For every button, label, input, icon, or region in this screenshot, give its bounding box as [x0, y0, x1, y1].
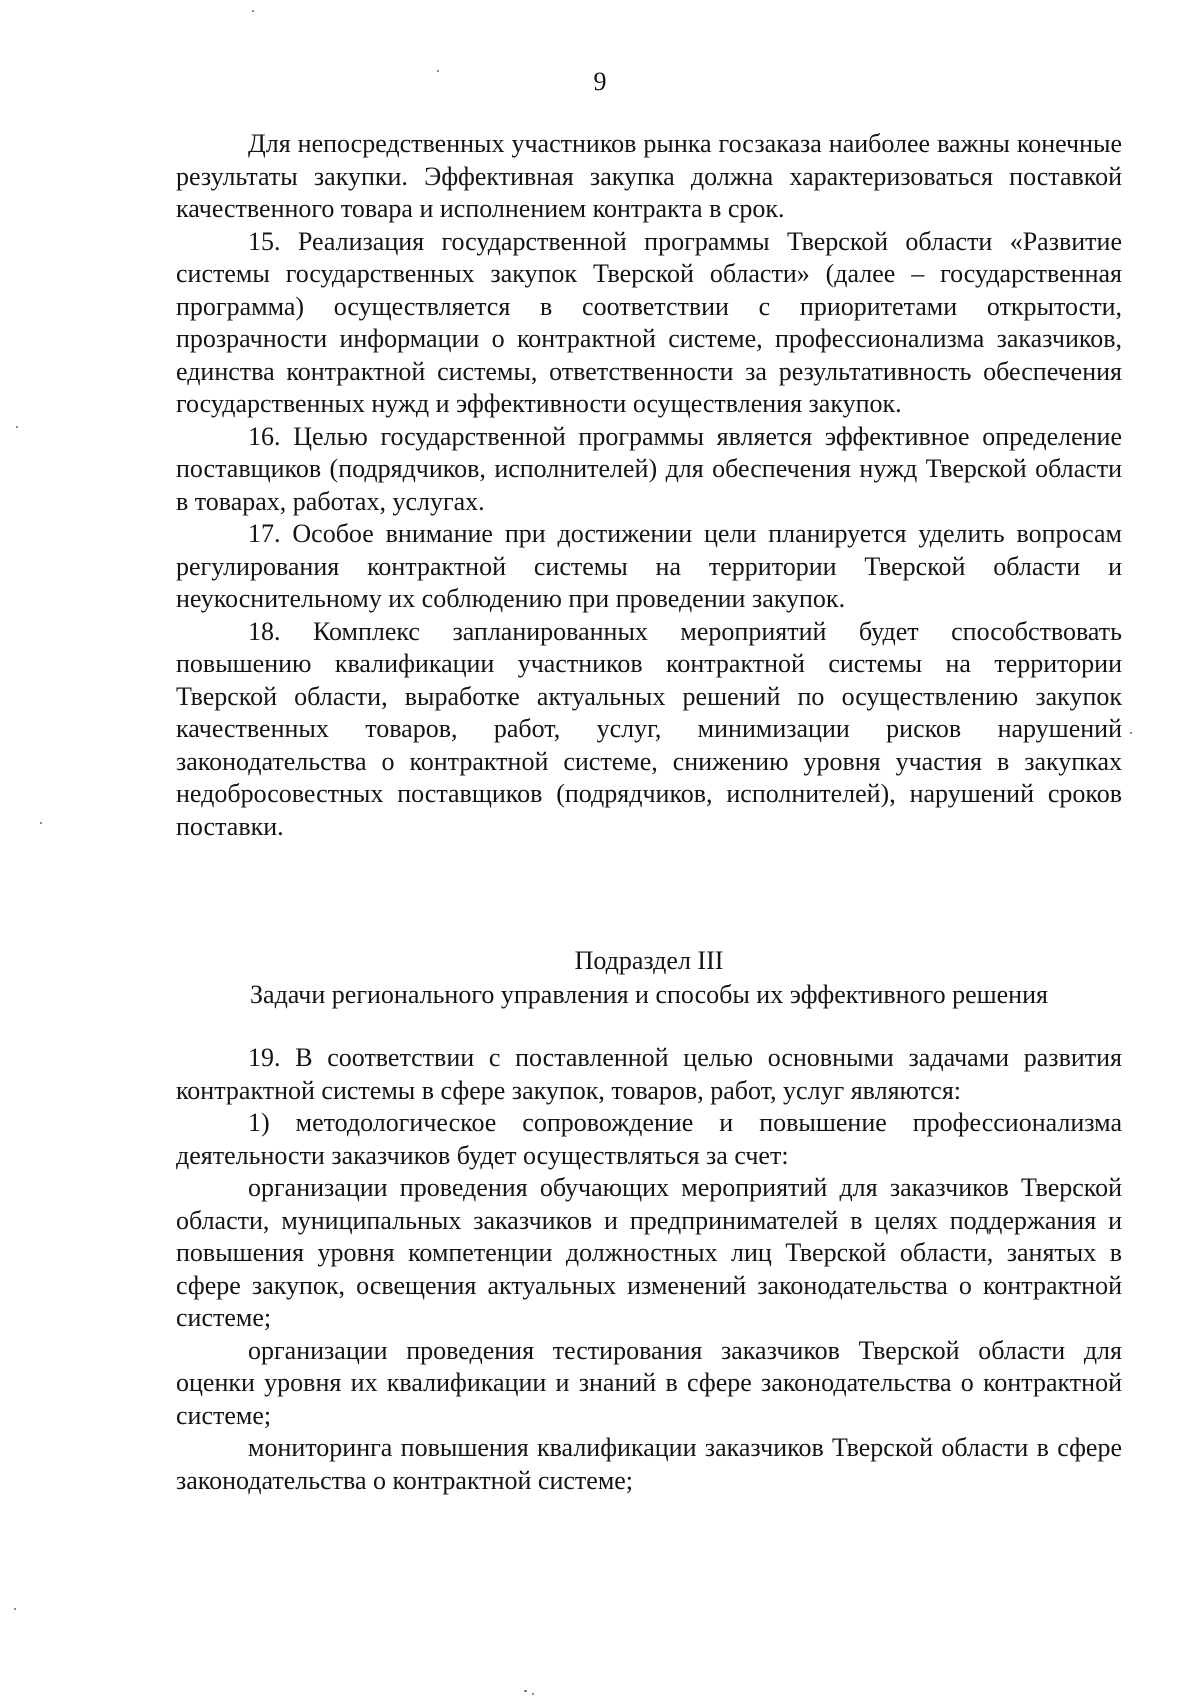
body-text-before-section — [176, 128, 1122, 843]
section-title: Подраздел III — [574, 946, 724, 975]
scan-speck — [1130, 732, 1132, 734]
scan-speck — [252, 10, 254, 12]
paragraph-training-events: организации проведения обучающих мероприятий для заказчиков Тверской области, муниципальных заказчиков и предпринимателей в целях поддержания и повышения уровня компетенции должностных лиц Тверской области, занятых в сфере закупок, освещения актуальных изменений законодательства о контрактной системе; — [176, 1173, 1122, 1332]
paragraph-monitoring: мониторинга повышения квалификации заказчиков Тверской области в сфере законодательства о контрактной системе; — [176, 1433, 1122, 1495]
paragraph-17: 17. Особое внимание при достижении цели планируется уделить вопросам регулирования контрактной системы на территории Тверской области и неукоснительному их соблюдению при проведении закупок. — [176, 519, 1122, 613]
paragraph-testing: организации проведения тестирования заказчиков Тверской области для оценки уровня их квалификации и знаний в сфере законодательства о контрактной системе; — [176, 1335, 1122, 1430]
section-subtitle: Задачи регионального управления и способы их эффективного решения — [250, 980, 1048, 1009]
section-heading — [176, 944, 1122, 1012]
scan-speck — [524, 1690, 527, 1692]
page-number: 9 — [593, 67, 607, 96]
body-text-after-section — [176, 1042, 1122, 1497]
scan-speck — [16, 426, 18, 428]
paragraph-18: 18. Комплекс запланированных мероприятий будет способствовать повышению квалификации участников контрактной системы на территории Тверской области, выработке актуальных решений по осуществлению закупок качественных товаров, работ, услуг, минимизации рисков нарушений законодательства о контрактной системе, снижению уровня участия в закупках недобросовестных поставщиков (подрядчиков, исполнителей), нарушений сроков поставки. — [176, 616, 1122, 841]
scan-speck — [437, 70, 439, 72]
paragraph-19-item-1: 1) методологическое сопровождение и повышение профессионализма деятельности заказчиков будет осуществляться за счет: — [176, 1108, 1122, 1170]
scan-speck — [532, 1693, 534, 1695]
paragraph-15: 15. Реализация государственной программы Тверской области «Развитие системы государственных закупок Тверской области» (далее – государственная программа) осуществляется в соответствии с приоритетами открытости, прозрачности информации о контрактной системе, профессионализма заказчиков, единства контрактной системы, ответственности за результативность обеспечения государственных нужд и эффективности осуществления закупок. — [176, 226, 1122, 418]
paragraph-intro: Для непосредственных участников рынка госзаказа наиболее важны конечные результаты закупки. Эффективная закупка должна характеризоваться поставкой качественного товара и исполнением контракта в срок. — [176, 129, 1122, 223]
scan-speck — [14, 1608, 16, 1610]
paragraph-19: 19. В соответствии с поставленной целью основными задачами развития контрактной системы в сфере закупок, товаров, работ, услуг являются: — [176, 1043, 1122, 1105]
paragraph-16: 16. Целью государственной программы является эффективное определение поставщиков (подрядчиков, исполнителей) для обеспечения нужд Тверской области в товарах, работах, услугах. — [176, 421, 1122, 516]
scan-speck — [40, 822, 42, 824]
